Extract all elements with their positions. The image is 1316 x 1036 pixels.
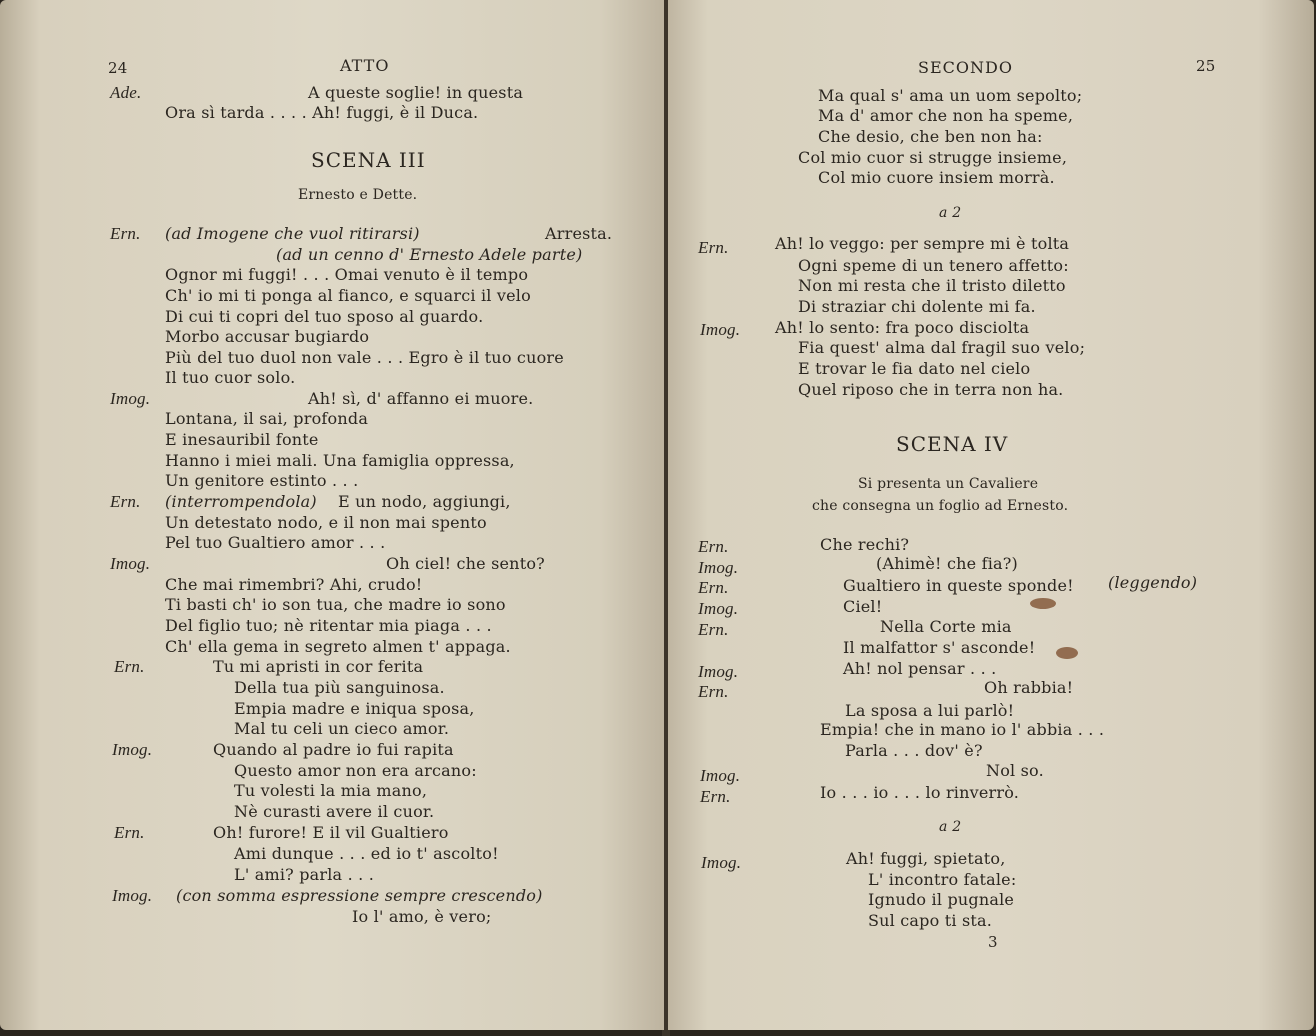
verse-line: Di straziar chi dolente mi fa. — [798, 297, 1036, 316]
page-number: 25 — [1196, 57, 1216, 75]
verse-line: Mal tu celi un cieco amor. — [234, 719, 450, 738]
verse-line: Pel tuo Gualtiero amor . . . — [165, 533, 386, 552]
speaker-label: Imog. — [698, 662, 739, 681]
verse-line: Ognor mi fuggi! . . . Omai venuto è il tempo — [165, 265, 529, 284]
speaker-label: Ern. — [110, 224, 141, 243]
speaker-label: Ern. — [114, 823, 145, 842]
verse-line: Ah! sì, d' affanno ei muore. — [308, 389, 534, 408]
verse-line: Parla . . . dov' è? — [845, 741, 983, 760]
speaker-label: Ern. — [698, 537, 729, 556]
verse-line: L' ami? parla . . . — [234, 865, 375, 884]
verse-line: Un detestato nodo, e il non mai spento — [165, 513, 487, 532]
verse-line: Della tua più sanguinosa. — [234, 678, 445, 697]
running-head: ATTO — [340, 56, 390, 75]
ensemble-marker: a 2 — [939, 819, 962, 835]
verse-line: Del figlio tuo; nè ritentar mia piaga . . . — [165, 616, 492, 635]
verse-line: E trovar le fia dato nel cielo — [798, 359, 1031, 378]
verse-line: Io . . . io . . . lo rinverrò. — [820, 783, 1020, 802]
verse-line: Quel riposo che in terra non ha. — [798, 380, 1064, 399]
verse-line: L' incontro fatale: — [868, 870, 1017, 889]
verse-line: Oh ciel! che sento? — [386, 554, 545, 573]
right-page — [668, 0, 1314, 1030]
verse-line: Ch' ella gema in segreto almen t' appaga. — [165, 637, 511, 656]
speaker-label: Ern. — [698, 578, 729, 597]
verse-line: Un genitore estinto . . . — [165, 471, 359, 490]
verse-line: Arresta. — [545, 224, 613, 243]
verse-line: Oh rabbia! — [984, 678, 1074, 697]
verse-line: Che mai rimembri? Ahi, crudo! — [165, 575, 423, 594]
page-number: 24 — [108, 59, 128, 77]
verse-line: Nol so. — [986, 761, 1044, 780]
verse-line: Nè curasti avere il cuor. — [234, 802, 435, 821]
verse-line: Ah! fuggi, spietato, — [846, 849, 1006, 868]
speaker-label: Imog. — [700, 320, 741, 339]
stage-direction: (leggendo) — [1108, 573, 1198, 592]
verse-line: E inesauribil fonte — [165, 430, 319, 449]
scene-characters: Si presenta un Cavaliere — [858, 476, 1039, 492]
verse-line: Questo amor non era arcano: — [234, 761, 477, 780]
verse-line: Ma d' amor che non ha speme, — [818, 106, 1074, 125]
verse-line: Non mi resta che il tristo diletto — [798, 276, 1066, 295]
speaker-label: Imog. — [110, 389, 151, 408]
verse-line: E un nodo, aggiungi, — [338, 492, 511, 511]
verse-line: Il tuo cuor solo. — [165, 368, 296, 387]
speaker-label: Ern. — [700, 787, 731, 806]
scene-heading: SCENA IV — [896, 432, 1009, 456]
verse-line: Tu mi apristi in cor ferita — [213, 657, 424, 676]
verse-line: Ma qual s' ama un uom sepolto; — [818, 86, 1083, 105]
ensemble-marker: a 2 — [939, 205, 962, 221]
speaker-label: Ern. — [698, 682, 729, 701]
speaker-label: Ern. — [698, 238, 729, 257]
speaker-label: Imog. — [698, 558, 739, 577]
verse-line: Ah! nol pensar . . . — [843, 659, 997, 678]
scene-heading: SCENA III — [311, 148, 426, 172]
verse-line: Ciel! — [843, 597, 883, 616]
verse-line: Sul capo ti sta. — [868, 911, 993, 930]
signature-mark: 3 — [988, 933, 998, 951]
ink-stain — [1030, 598, 1056, 609]
verse-line: Più del tuo duol non vale . . . Egro è il tuo cuore — [165, 348, 564, 367]
stage-direction: (ad Imogene che vuol ritirarsi) — [165, 224, 420, 243]
verse-line: Empia! che in mano io l' abbia . . . — [820, 720, 1105, 739]
verse-line: Io l' amo, è vero; — [352, 907, 492, 926]
verse-line: Gualtiero in queste sponde! — [843, 576, 1074, 595]
speaker-label: Imog. — [698, 599, 739, 618]
verse-line: Col mio cuor si strugge insieme, — [798, 148, 1068, 167]
speaker-label: Imog. — [112, 886, 153, 905]
stage-direction: (ad un cenno d' Ernesto Adele parte) — [276, 245, 583, 264]
verse-line: Empia madre e iniqua sposa, — [234, 699, 475, 718]
verse-line: Quando al padre io fui rapita — [213, 740, 454, 759]
speaker-label: Ern. — [698, 620, 729, 639]
verse-line: Fia quest' alma dal fragil suo velo; — [798, 338, 1086, 357]
verse-line: Ti basti ch' io son tua, che madre io sono — [165, 595, 506, 614]
speaker-label: Imog. — [112, 740, 153, 759]
verse-line: Col mio cuore insiem morrà. — [818, 168, 1055, 187]
verse-line: (Ahimè! che fia?) — [876, 554, 1018, 573]
verse-line: Ch' io mi ti ponga al fianco, e squarci il velo — [165, 286, 531, 305]
verse-line: Tu volesti la mia mano, — [234, 781, 428, 800]
speaker-label: Imog. — [110, 554, 151, 573]
verse-line: Che desio, che ben non ha: — [818, 127, 1043, 146]
ink-stain — [1056, 647, 1078, 659]
verse-line: Nella Corte mia — [880, 617, 1012, 636]
speaker-label: Ern. — [110, 492, 141, 511]
verse-line: Hanno i miei mali. Una famiglia oppressa, — [165, 451, 515, 470]
stage-direction: (con somma espressione sempre crescendo) — [176, 886, 543, 905]
verse-line: Lontana, il sai, profonda — [165, 409, 369, 428]
verse-line: Ah! lo veggo: per sempre mi è tolta — [775, 234, 1070, 253]
speaker-label: Ern. — [114, 657, 145, 676]
verse-line: Ogni speme di un tenero affetto: — [798, 256, 1069, 275]
stage-direction: (interrompendola) — [165, 492, 317, 511]
verse-line: Di cui ti copri del tuo sposo al guardo. — [165, 307, 484, 326]
speaker-label: Imog. — [700, 766, 741, 785]
speaker-label: Imog. — [701, 853, 742, 872]
verse-line: Ami dunque . . . ed io t' ascolto! — [234, 844, 499, 863]
verse-line: Che rechi? — [820, 535, 910, 554]
verse-line: La sposa a lui parlò! — [845, 701, 1015, 720]
scene-characters: che consegna un foglio ad Ernesto. — [812, 498, 1069, 514]
speaker-label: Ade. — [110, 83, 142, 102]
running-head: SECONDO — [918, 58, 1013, 77]
scene-characters: Ernesto e Dette. — [298, 187, 418, 203]
verse-line: A queste soglie! in questa — [308, 83, 524, 102]
verse-line: Ah! lo sento: fra poco disciolta — [775, 318, 1030, 337]
verse-line: Oh! furore! E il vil Gualtiero — [213, 823, 449, 842]
verse-line: Il malfattor s' asconde! — [843, 638, 1036, 657]
verse-line: Ignudo il pugnale — [868, 890, 1015, 909]
verse-line: Morbo accusar bugiardo — [165, 327, 370, 346]
verse-line: Ora sì tarda . . . . Ah! fuggi, è il Duca. — [165, 103, 479, 122]
